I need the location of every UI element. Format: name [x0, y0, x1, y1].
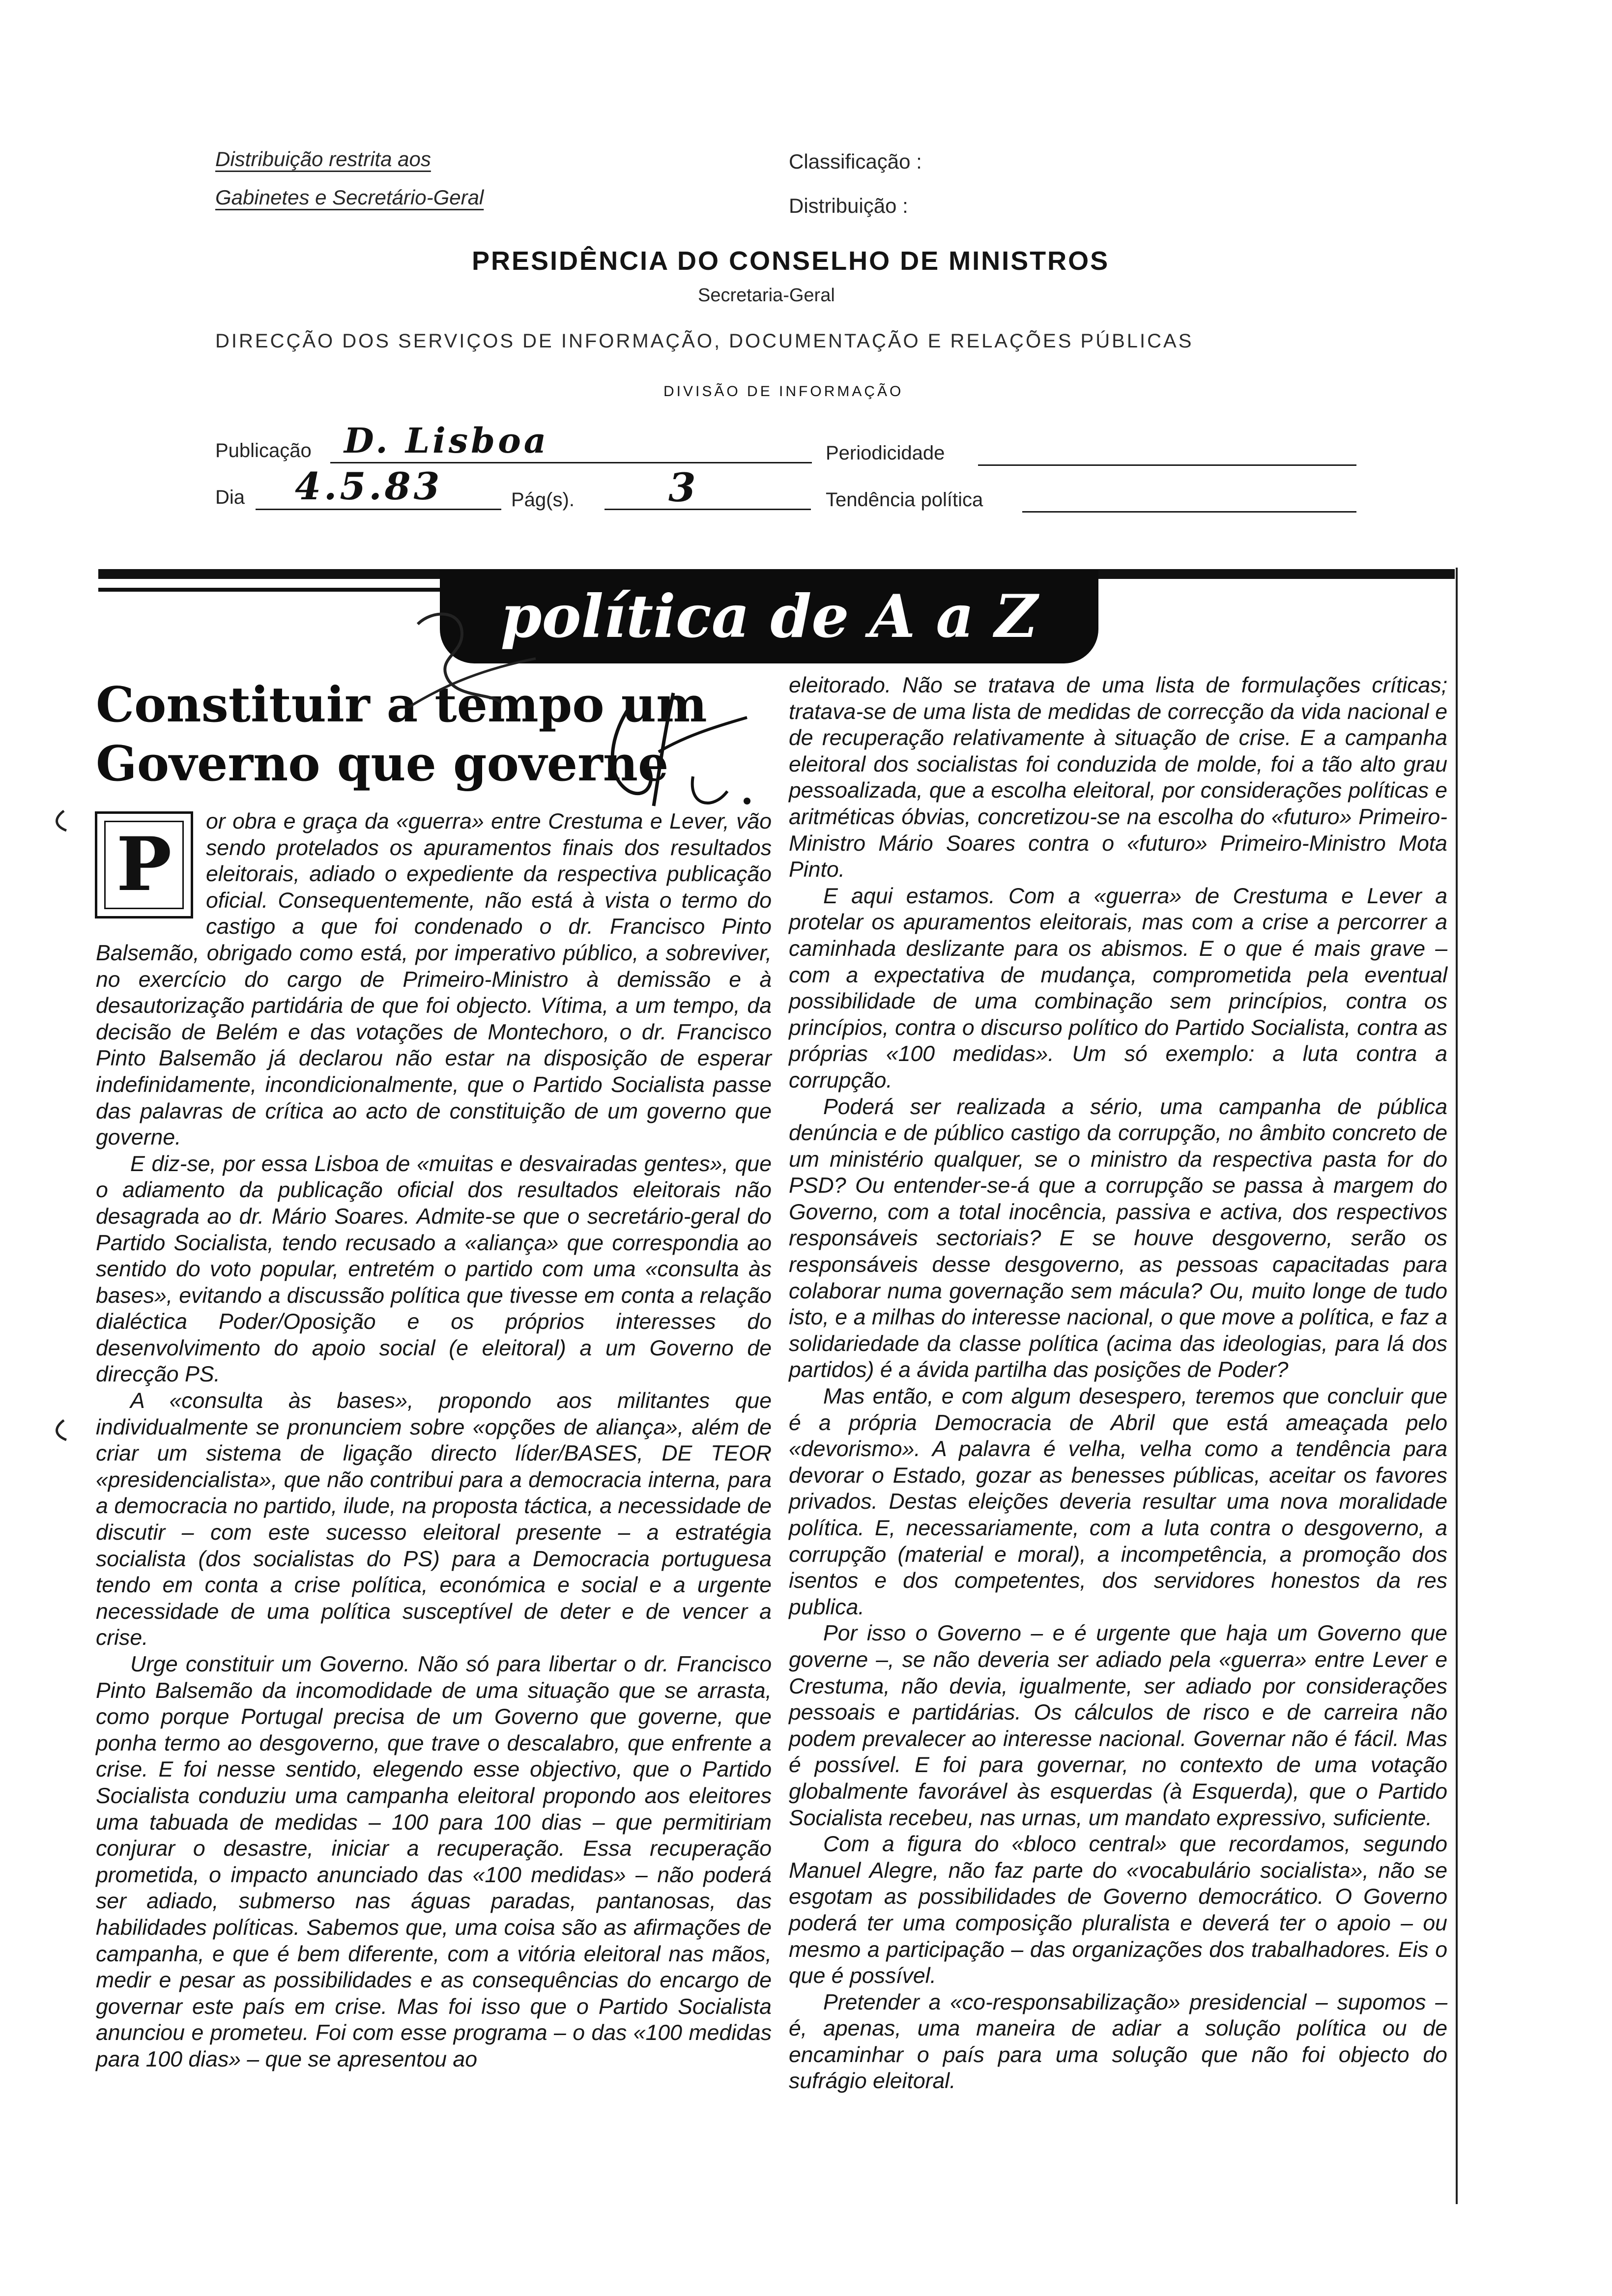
paragraph: Urge constituir um Governo. Não só para libertar o dr. Francisco Pinto Balsemão da incomodidade de uma situação que se arrasta, como porque Portugal precisa de um Governo que governe, que ponha termo ao desgoverno, que trave o descalabro, que enfrente a crise. E foi nesse sentido, elegendo esse objectivo, que o Partido Socialista conduziu uma campanha eleitoral propondo aos eleitores uma tabuada de medidas – 100 para 100 dias – que permitiriam conjurar o desastre, iniciar a recuperação. Essa recuperação prometida, o impacto anunciado das «100 medidas» – não poderá ser adiado, submerso nas águas paradas, pantanosas, das habilidades políticas. Sabemos que, uma coisa são as afirmações de campanha, e que é bem diferente, com a vitória eleitoral nas mãos, medir e pesar as possibilidades e as consequências do encargo de governar este país em crise. Mas foi isso que o Partido Socialista anunciou e prometeu. Foi com esse programa – o das «100 medidas para 100 dias» – que se apresentou ao	[96, 1652, 772, 2071]
pages-field-line	[604, 509, 811, 510]
directorate-line: DIRECÇÃO DOS SERVIÇOS DE INFORMAÇÃO, DOCUMENTAÇÃO E RELAÇÕES PÚBLICAS	[215, 330, 1194, 352]
tendency-label: Tendência política	[826, 489, 983, 511]
paragraph: eleitorado. Não se tratava de uma lista de formulações críticas; tratava-se de uma lista de medidas de correcção da vida nacional e de recuperação relativamente à situação de crise. E a campanha eleitoral dos socialistas foi conduzida de molde, foi a tão alto grau pessoalizada, que a escolha eleitoral, por considerações políticas e aritméticas óbvias, concretizou-se na escolha do «futuro» Primeiro-Ministro Mário Soares contra o «futuro» Primeiro-Ministro Mota Pinto.	[789, 673, 1447, 882]
article-column-left	[96, 808, 772, 2073]
headline-line-2: Governo que governe	[96, 736, 669, 792]
paragraph: Mas então, e com algum desespero, teremos que concluir que é a própria Democracia de Abril que está ameaçada pelo «devorismo». A palavra é velha, velha como a tendência para devorar o Estado, gozar as benesses públicas, aceitar os favores privados. Destas eleições deveria resultar uma nova moralidade política. E, necessariamente, com a luta contra o desgoverno, a corrupção (material e moral), a incompetência, a promoção dos isentos e dos competentes, dos servidores honestos da res publica.	[789, 1384, 1447, 1619]
paragraph: Poderá ser realizada a sério, uma campanha de pública denúncia e de público castigo da corrupção, no âmbito concreto de um ministério qualquer, se o ministro da respectiva pasta for do PSD? Ou entender-se-á que a corrupção se passa à margem do Governo, com a total inocência, passiva e activa, dos respectivos responsáveis sectoriais? E se houve desgoverno, serão os responsáveis desse desgoverno, as pessoas capacitadas para colaborar numa governação sem mácula? Ou, muito longe de tudo isto, e a milhas do interesse nacional, o que move a política, e faz a solidariedade da classe política (acima das ideologias, para lá dos partidos) é a ávida partilha das posições de Poder?	[789, 1094, 1447, 1382]
banner-rule-thin	[98, 588, 442, 592]
paragraph: Pretender a «co-responsabilização» presidencial – supomos – é, apenas, uma maneira de adiar a solução política ou de encaminhar o país para uma solução que não foi objecto do sufrágio eleitoral.	[789, 1990, 1447, 2094]
publication-handwritten: D. Lisboa	[344, 420, 549, 461]
distribution-restriction-line2: Gabinetes e Secretário-Geral	[215, 186, 484, 209]
article-headline	[96, 676, 710, 794]
paragraph: A «consulta às bases», propondo aos militantes que individualmente se pronunciem sobre «opções de aliança», além de criar um sistema de ligação directo líder/BASES, DE TEOR «presidencialista», que não contribui para a democracia interna, para a democracia no partido, ilude, na proposta táctica, a necessidade de discutir – com este sucesso eleitoral presente – a estratégia socialista (dos socialistas do PS) para a Democracia portuguesa tendo em conta a crise política, económica e social e a urgente necessidade de uma política susceptível de deter e de vencer a crise.	[96, 1389, 772, 1650]
section-banner: política de A a Z	[440, 570, 1098, 663]
pages-handwritten: 3	[668, 464, 699, 511]
distribution-label: Distribuição :	[789, 194, 908, 217]
paragraph: E aqui estamos. Com a «guerra» de Crestuma e Lever a protelar os apuramentos eleitorais, mas com a crise a percorrer a caminhada deslizante para os abismos. E o que é mais grave – com a expectativa de mudança, comprometida pela eventual possibilidade de uma combinação sem princípios, contra os princípios, contra o discurso político do Partido Socialista, contra as próprias «100 medidas». Um só exemplo: a luta contra a corrupção.	[789, 884, 1447, 1092]
distribution-restriction-line1: Distribuição restrita aos	[215, 147, 431, 171]
paragraph: E diz-se, por essa Lisboa de «muitas e desvairadas gentes», que o adiamento da publicação oficial dos resultados eleitorais não desagrada ao dr. Mário Soares. Admite-se que o secretário-geral do Partido Socialista, tendo recusado a «aliança» que correspondia ao sentido do voto popular, entretém o partido com uma «consulta às bases», evitando a discussão política que tivesse em conta a relação dialéctica Poder/Oposição e os próprios interesses do desenvolvimento do apoio social (e eleitoral) a um Governo de direcção PS.	[96, 1151, 772, 1387]
day-label: Dia	[215, 487, 245, 508]
periodicity-field-line	[978, 464, 1356, 466]
drop-cap-letter: P	[104, 821, 184, 909]
day-field-line	[256, 509, 501, 510]
pages-label: Pág(s).	[511, 489, 575, 511]
division-line: DIVISÃO DE INFORMAÇÃO	[663, 383, 904, 400]
right-margin-line	[1456, 568, 1458, 2204]
paragraph: Com a figura do «bloco central» que recordamos, segundo Manuel Alegre, não faz parte do «vocabulário socialista», não se esgotam as possibilidades de Governo democrático. O Governo poderá ter uma composição pluralista e deverá ter o apoio – ou mesmo a participação – das organizações dos trabalhadores. Eis o que é possível.	[789, 1832, 1447, 1988]
day-handwritten: 4.5.83	[295, 464, 443, 508]
classification-label: Classificação :	[789, 150, 922, 173]
page-subtitle: Secretaria-Geral	[698, 285, 835, 306]
publication-field-line	[330, 462, 812, 463]
paragraph: Por isso o Governo – e é urgente que haja um Governo que governe –, se não deveria ser adiado pela «guerra» entre Lever e Crestuma, não devia, igualmente, ser adiado por considerações pessoais e partidárias. Os cálculos de risco e de carreira não podem prevalecer ao interesse nacional. Governar não é fácil. Mas é possível. E foi para governar, no contexto de uma votação globalmente favorável às esquerdas (à Esquerda), que o Partido Socialista recebeu, nas urnas, um mandato expressivo, suficiente.	[789, 1621, 1447, 1830]
headline-line-1: Constituir a tempo um	[96, 677, 707, 733]
paragraph: or obra e graça da «guerra» entre Crestuma e Lever, vão sendo protelados os apuramentos finais dos resultados eleitorais, adiado o expediente da respectiva publicação oficial. Consequentemente, não está à vista o termo do castigo a que foi condenado o dr. Francisco Pinto Balsemão, obrigado como está, por imperativo público, a sobreviver, no exercício do cargo de Primeiro-Ministro à demissão e à desautorização partidária de que foi objecto. Vítima, a um tempo, da decisão de Belém e das votações de Montechoro, o dr. Francisco Pinto Balsemão já declarou não estar na disposição de esperar indefinidamente, incondicionalmente, que o Partido Socialista passe das palavras de crítica ao acto de constituição de um governo que governe.	[96, 809, 772, 1150]
margin-mark-icon-2	[44, 1415, 74, 1445]
publication-label: Publicação	[215, 440, 312, 461]
periodicity-label: Periodicidade	[826, 442, 945, 464]
page-title: PRESIDÊNCIA DO CONSELHO DE MINISTROS	[472, 246, 1110, 276]
margin-mark-icon	[44, 806, 74, 835]
drop-cap-box	[95, 811, 193, 918]
tendency-field-line	[1022, 511, 1356, 513]
article-column-right	[789, 672, 1447, 2095]
